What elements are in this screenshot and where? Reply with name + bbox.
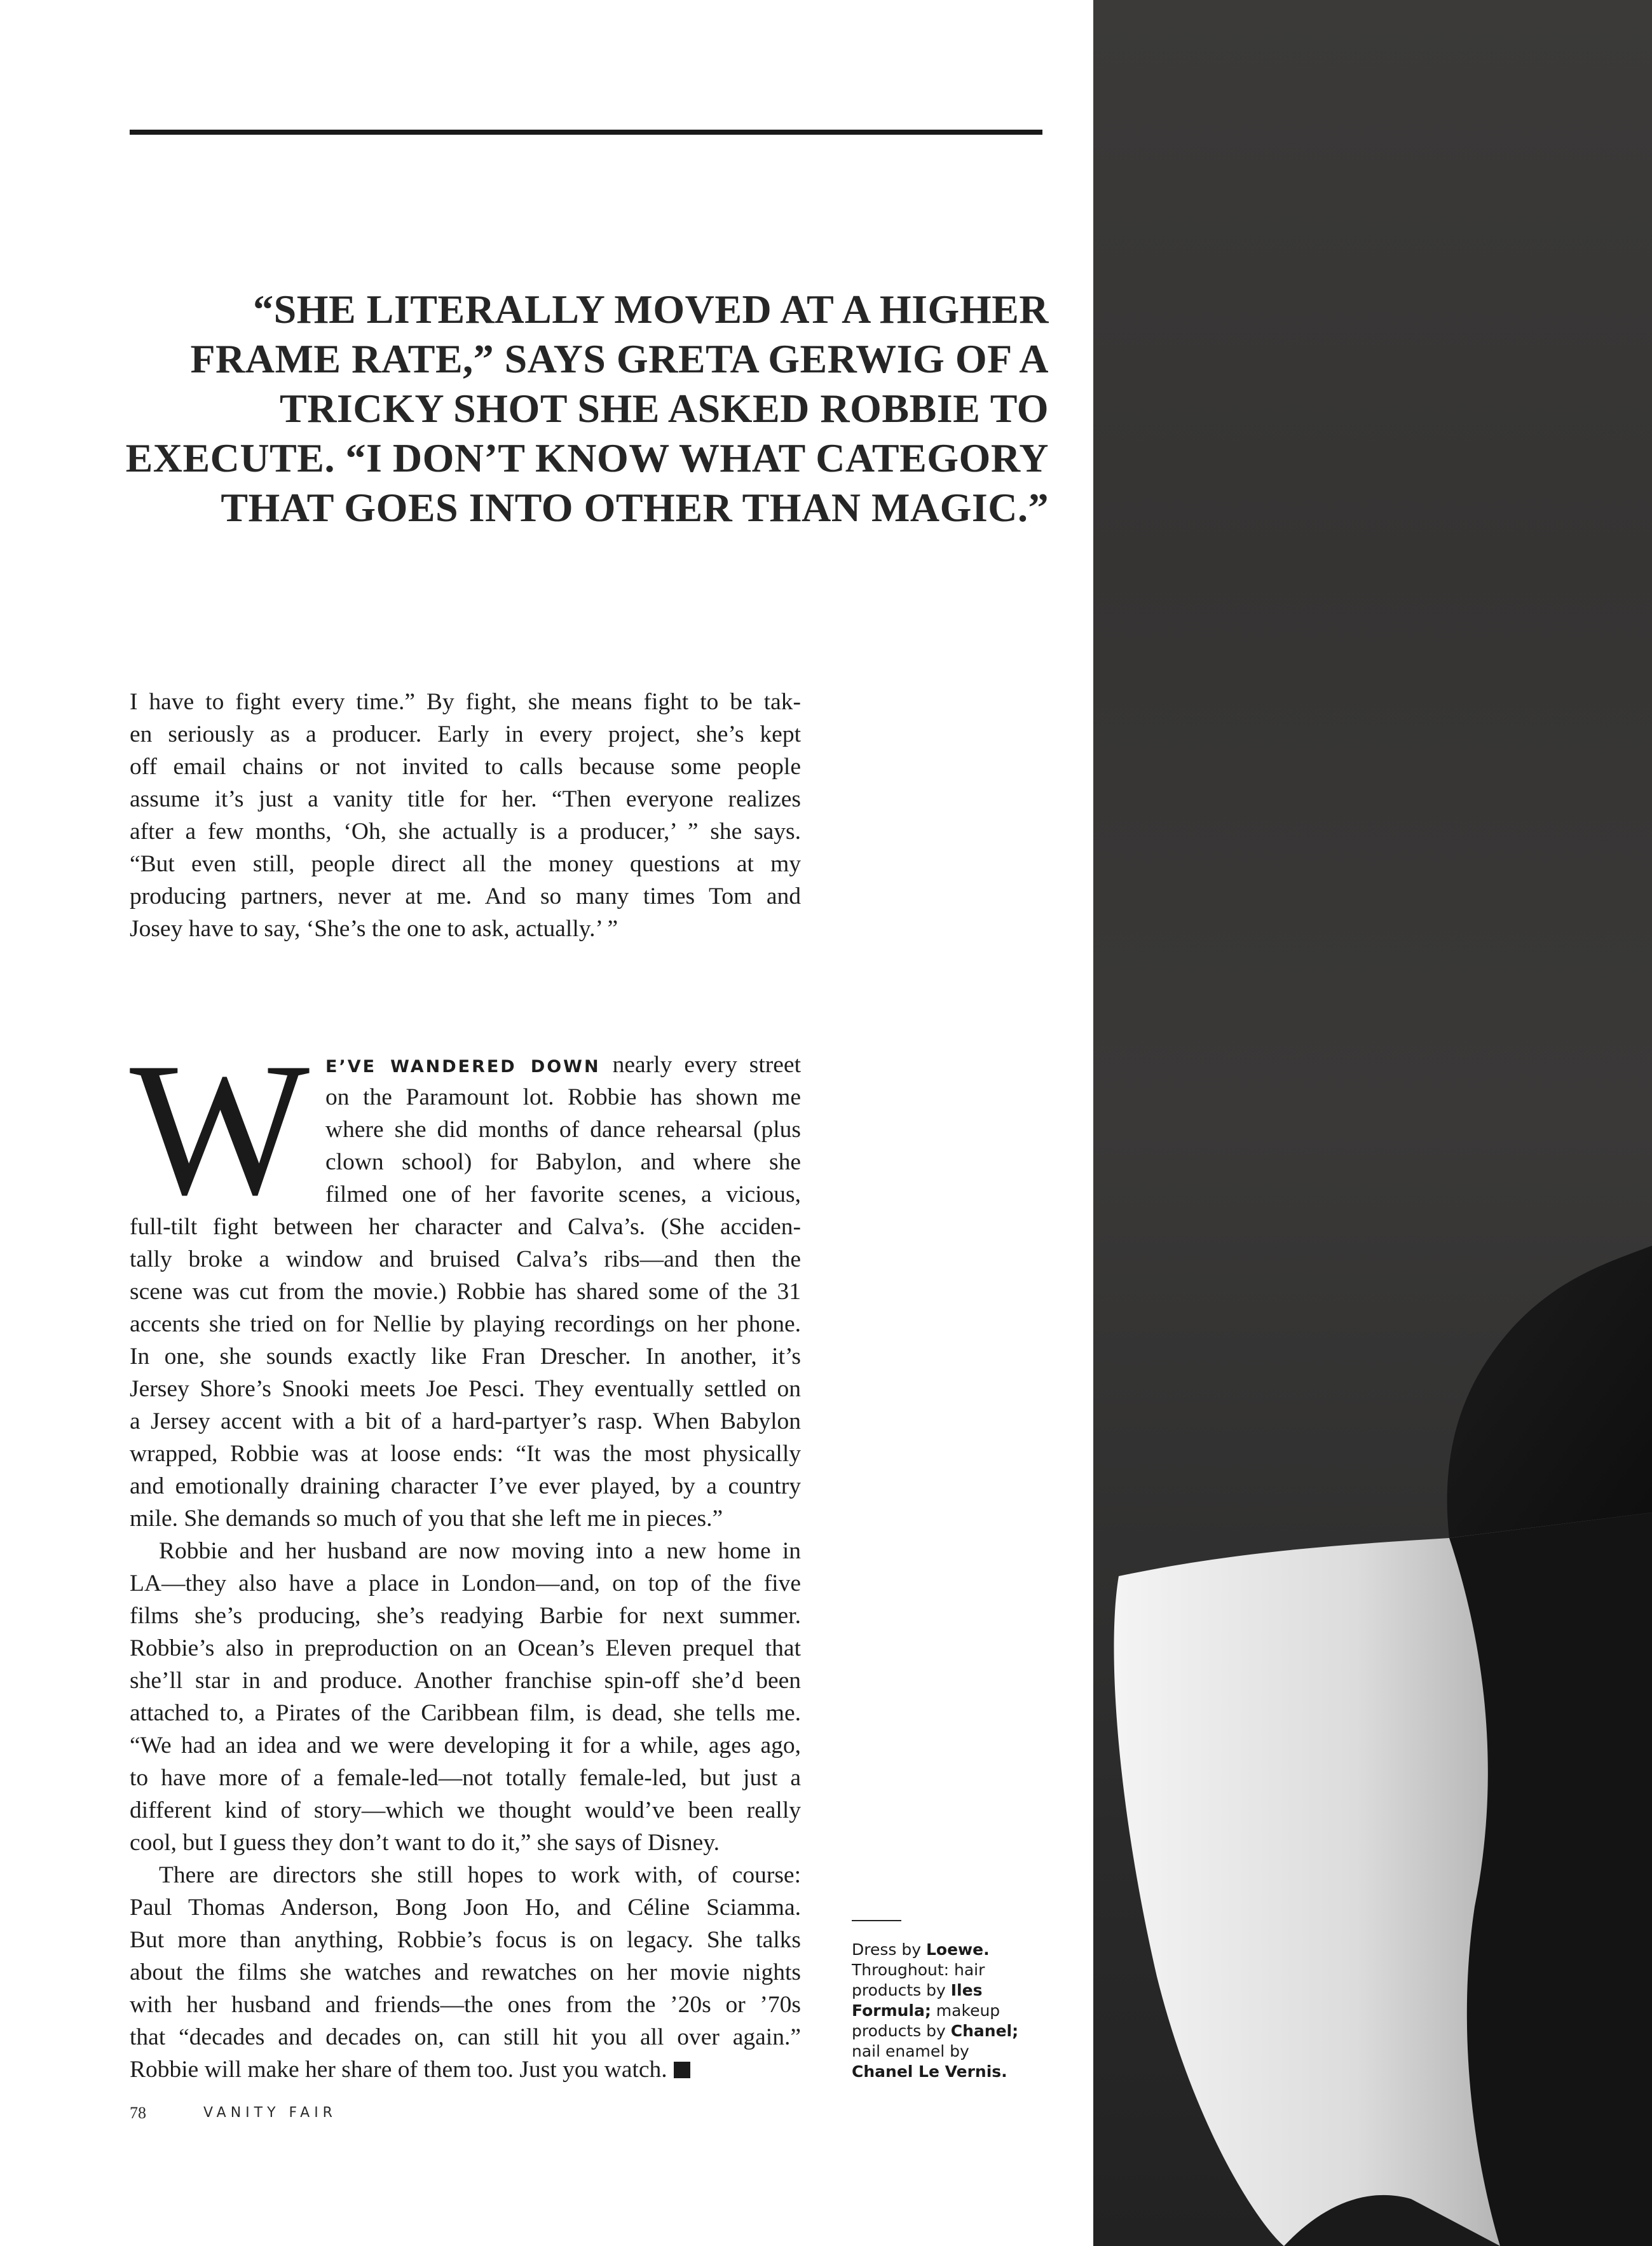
body-line: wrapped, Robbie was at loose ends: “It was the most physically xyxy=(130,1441,801,1467)
body-line: In one, she sounds exactly like Fran Drescher. In another, it’s xyxy=(130,1344,801,1370)
body-line: “But even still, people direct all the money questions at my xyxy=(130,851,801,877)
credit-line xyxy=(852,1940,1062,1960)
body-line: on the Paramount lot. Robbie has shown me xyxy=(325,1084,801,1110)
body-line: full-tilt fight between her character and Calva’s. (She acciden- xyxy=(130,1214,801,1240)
body-line: Josey have to say, ‘She’s the one to ask, actually.’ ” xyxy=(130,916,618,942)
body-line: accents she tried on for Nellie by playing recordings on her phone. xyxy=(130,1311,801,1337)
pull-quote-line: EXECUTE. “I DON’T KNOW WHAT CATEGORY xyxy=(125,435,1049,480)
photo-credits xyxy=(852,1940,1062,2082)
drop-cap: W xyxy=(130,1023,304,1234)
body-line: different kind of story—which we thought would’ve been really xyxy=(130,1797,801,1823)
body-line: attached to, a Pirates of the Caribbean film, is dead, she tells me. xyxy=(130,1700,801,1726)
page-number: 78 xyxy=(130,2104,146,2122)
body-line: scene was cut from the movie.) Robbie has shared some of the 31 xyxy=(130,1279,801,1305)
body-line xyxy=(325,1049,801,1081)
body-line: Robbie’s also in preproduction on an Ocean’s Eleven prequel that xyxy=(130,1635,801,1661)
body-line: to have more of a female-led—not totally female-led, but just a xyxy=(130,1765,801,1791)
body-line: assume it’s just a vanity title for her. “Then everyone realizes xyxy=(130,786,801,812)
top-rule xyxy=(130,130,1042,135)
magazine-name: VANITY FAIR xyxy=(203,2105,337,2121)
body-line: clown school) for Babylon, and where she xyxy=(325,1149,801,1175)
credit-text: makeup xyxy=(931,2001,1000,2020)
body-line: LA—they also have a place in London—and, on top of the five xyxy=(130,1570,801,1596)
credit-text: Dress by xyxy=(852,1940,926,1959)
body-line: producing partners, never at me. And so many times Tom and xyxy=(130,883,801,909)
body-line: films she’s producing, she’s readying Barbie for next summer. xyxy=(130,1603,801,1629)
body-line: But more than anything, Robbie’s focus is on legacy. She talks xyxy=(130,1927,801,1953)
body-line: she’ll star in and produce. Another franchise spin-off she’d been xyxy=(130,1668,801,1694)
credit-line xyxy=(852,1980,1062,2001)
dress-shape xyxy=(1447,1246,1652,1538)
lead-in-smallcaps: E’VE WANDERED DOWN xyxy=(325,1057,601,1077)
body-line: “We had an idea and we were developing it for a while, ages ago, xyxy=(130,1732,801,1759)
body-line: Paul Thomas Anderson, Bong Joon Ho, and Céline Sciamma. xyxy=(130,1895,801,1921)
body-line: cool, but I guess they don’t want to do it,” she says of Disney. xyxy=(130,1830,720,1856)
body-line: en seriously as a producer. Early in every project, she’s kept xyxy=(130,721,801,747)
body-line: Jersey Shore’s Snooki meets Joe Pesci. They eventually settled on xyxy=(130,1376,801,1402)
credit-brand: Iles xyxy=(950,1981,983,1999)
body-line: after a few months, ‘Oh, she actually is a producer,’ ” she says. xyxy=(130,819,801,845)
lead-line-text: nearly every street xyxy=(612,1052,801,1078)
lead-paragraph xyxy=(325,1049,801,1211)
body-paragraph-opening xyxy=(130,686,801,945)
end-mark-icon xyxy=(674,2062,690,2078)
portrait-photo xyxy=(1093,0,1652,2246)
credit-brand: Loewe. xyxy=(925,1940,990,1959)
body-line: that “decades and decades on, can still hit you all over again.” xyxy=(130,2024,801,2050)
pull-quote-line: THAT GOES INTO OTHER THAN MAGIC.” xyxy=(221,485,1049,530)
body-line: Robbie and her husband are now moving into a new home in xyxy=(159,1538,801,1564)
body-line: a Jersey accent with a bit of a hard-partyer’s rasp. When Babylon xyxy=(130,1408,801,1434)
sleeve-shape xyxy=(1449,1513,1652,2246)
pull-quote-line: TRICKY SHOT SHE ASKED ROBBIE TO xyxy=(280,386,1049,431)
pull-quote-line: “SHE LITERALLY MOVED AT A HIGHER xyxy=(253,287,1049,332)
body-line: tally broke a window and bruised Calva’s ribs—and then the xyxy=(130,1246,801,1272)
body-line: mile. She demands so much of you that she left me in pieces.” xyxy=(130,1506,723,1532)
pull-quote xyxy=(121,285,1049,533)
photo-illustration xyxy=(1093,0,1652,2246)
body-line-final xyxy=(130,2053,801,2086)
credit-line: nail enamel by xyxy=(852,2042,969,2060)
body-line: I have to fight every time.” By fight, she means fight to be tak- xyxy=(130,689,801,715)
body-line: filmed one of her favorite scenes, a vicious, xyxy=(325,1181,801,1208)
body-line: off email chains or not invited to calls because some people xyxy=(130,754,801,780)
closing-line-text: Robbie will make her share of them too. Just you watch. xyxy=(130,2057,667,2083)
credit-line xyxy=(852,2062,1062,2082)
credit-line xyxy=(852,2021,1062,2041)
body-line: where she did months of dance rehearsal (plus xyxy=(325,1117,801,1143)
credit-brand: Formula; xyxy=(852,2001,931,2020)
credit-brand: Chanel; xyxy=(950,2022,1019,2040)
credits-rule xyxy=(852,1920,901,1921)
body-line: and emotionally draining character I’ve ever played, by a country xyxy=(130,1473,801,1499)
body-paragraphs-main xyxy=(130,1211,801,2086)
credit-text: products by xyxy=(852,2022,951,2040)
body-line: There are directors she still hopes to work with, of course: xyxy=(159,1862,801,1888)
body-line: with her husband and friends—the ones from the ’20s or ’70s xyxy=(130,1992,801,2018)
credit-line: Throughout: hair xyxy=(852,1961,985,1979)
credit-brand: Chanel Le Vernis. xyxy=(852,2062,1007,2081)
pull-quote-line: FRAME RATE,” SAYS GRETA GERWIG OF A xyxy=(190,336,1049,381)
credit-text: products by xyxy=(852,1981,951,1999)
body-line: about the films she watches and rewatches on her movie nights xyxy=(130,1959,801,1985)
credit-line xyxy=(852,2001,1062,2021)
